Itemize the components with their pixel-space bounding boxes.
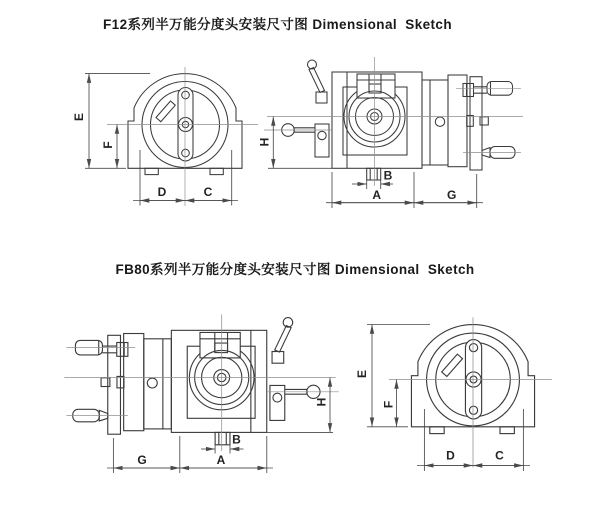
fb80-side-view [64, 314, 339, 451]
fb80-side-dim-label-a: A [216, 453, 226, 467]
fb80-section-title: FB80系列半万能分度头安装尺寸图 Dimensional Sketch [115, 262, 475, 277]
f12-front-dim-label-f: F [101, 141, 115, 149]
f12-front-dim-label-e: E [72, 112, 86, 122]
f12-side-dim-label-g: G [447, 188, 457, 202]
fb80-side-dim-label-g: G [137, 453, 147, 467]
fb80-side-dim-label-b: B [232, 432, 241, 447]
f12-side-dim-label-h: H [257, 137, 272, 147]
fb80-front-dim-label-f: F [381, 400, 396, 409]
fb80-front-dim-label-c: C [495, 448, 504, 463]
fb80-front-dim-label-e: E [355, 369, 369, 379]
fb80-front-view [389, 317, 552, 467]
f12-side-view [264, 57, 523, 186]
f12-section-title: F12系列半万能分度头安装尺寸图 Dimensional Sketch [103, 17, 452, 32]
f12-front-dim-label-c: C [203, 185, 213, 199]
fb80-side-dim-label-h: H [314, 397, 329, 407]
f12-side-dim-label-b: B [383, 168, 393, 183]
fb80-front-dim-label-d: D [446, 448, 455, 463]
f12-front-dim-label-d: D [157, 185, 167, 199]
fb80-front-dims [355, 325, 530, 472]
f12-front-view [107, 67, 258, 206]
f12-side-dim-label-a: A [372, 188, 382, 202]
